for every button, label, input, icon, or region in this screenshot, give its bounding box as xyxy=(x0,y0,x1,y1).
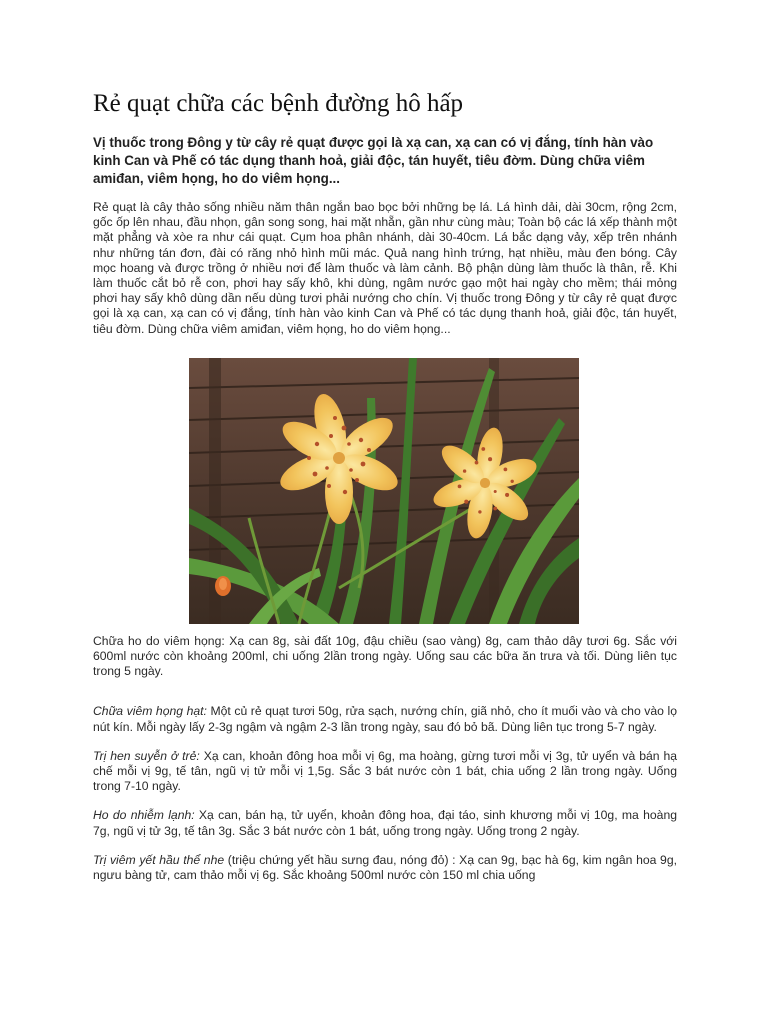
flower-photo xyxy=(189,358,579,624)
article-lead: Vị thuốc trong Đông y từ cây rẻ quạt được gọi là xạ can, xạ can có vị đắng, tính hàn vào kinh Can và Phế có tác dụng thanh hoả, giải độc, tán huyết, tiêu đờm. Dùng chữa viêm amiđan, viêm họng, ho do viêm họng... xyxy=(93,135,654,186)
remedy-4-heading: Ho do nhiễm lạnh: xyxy=(93,808,195,823)
remedy-3-text: Xạ can, khoản đông hoa mỗi vị 6g, ma hoàng, gừng tươi mỗi vị 3g, tử uyển và bán hạ chế mỗi vị 9g, tế tân, ngũ vị tử mỗi vị 1,5g. Sắc 3 bát nước còn 1 bát, chia uống 2 lần trong ngày. Uống trong 7-10 ngày. xyxy=(93,748,677,794)
remedy-2-text: Một củ rẻ quạt tươi 50g, rửa sạch, nướng chín, giã nhỏ, cho ít muối vào và cho vào lọ nút kín. Mỗi ngày lấy 2-3g ngậm và ngậm 2-3 lần trong ngày, sau đó bỏ bã. Dùng liên tục trong 5-7 ngày. xyxy=(93,704,677,734)
remedy-4-text: Xạ can, bán hạ, tử uyển, khoản đông hoa, đại táo, sinh khương mỗi vị 10g, ma hoàng 7g, ngũ vị tử 3g, tế tân 3g. Sắc 3 bát nước còn 1 bát, uống trong ngày. Uống trong 2 ngày. xyxy=(93,808,678,838)
flower-bud xyxy=(215,576,231,596)
remedy-paragraph-5 xyxy=(93,853,677,883)
article-title: Rẻ quạt chữa các bệnh đường hô hấp xyxy=(93,90,464,117)
remedy-paragraph-3 xyxy=(93,749,677,795)
remedy-1-text: Chữa ho do viêm họng: Xạ can 8g, sài đất 10g, đậu chiều (sao vàng) 8g, cam thảo dây tươi 6g. Sắc với 600ml nước còn khoảng 200ml, chi uống 2lần trong ngày. Uống sau các bữa ăn trưa và tối. Dùng liên tục trong 5 ngày. xyxy=(93,633,677,679)
remedy-5-heading: Trị viêm yết hầu thể nhe xyxy=(93,852,225,867)
document-page xyxy=(93,88,677,883)
remedy-paragraph-2 xyxy=(93,704,677,734)
remedy-2-heading: Chữa viêm họng hạt: xyxy=(93,704,207,719)
remedy-paragraph-4 xyxy=(93,808,677,838)
remedy-paragraph-1 xyxy=(93,634,677,680)
remedy-3-heading: Trị hen suyễn ở trẻ: xyxy=(93,748,200,763)
remedy-5-text: (triệu chứng yết hầu sưng đau, nóng đỏ) : Xạ can 9g, bạc hà 6g, kim ngân hoa 9g, ngưu bàng tử, cam thảo mỗi vị 6g. Sắc khoảng 500ml nước còn 150 ml chia uống xyxy=(93,852,677,883)
intro-paragraph: Rẻ quạt là cây thảo sống nhiều năm thân ngắn bao bọc bởi những bẹ lá. Lá hình dải, dài 30cm, rộng 2cm, gốc ốp lên nhau, đầu nhọn, gân song song, hai mặt nhẵn, gần như cùng màu; Toàn bộ các lá xếp thành một mặt phẳng và xòe ra như cái quạt. Cụm hoa phân nhánh, dài 30-40cm. Lá bắc dạng vảy, xếp trên nhánh như những tán đơn, đài có răng nhỏ hình mũi mác. Quả nang hình trứng, hạt nhiều, màu đen bóng. Cây mọc hoang và được trồng ở nhiều nơi để làm thuốc và làm cảnh. Bộ phận dùng làm thuốc là thân, rễ. Khi làm thuốc cắt bỏ rễ con, phơi hay sấy khô, khi dùng, ngâm nước gạo một hai ngày cho mềm; thái mỏng phơi hay sấy khô dùng dần nếu dùng tươi phải nướng cho chín. Vị thuốc trong Đông y từ cây rẻ quạt được gọi là xạ can, xạ can có vị đắng, tính hàn vào kinh Can và Phế có tác dụng thanh hoả, giải độc, tán huyết, tiêu đờm. Dùng chữa viêm amiđan, viêm họng, ho do viêm họng... xyxy=(93,200,677,336)
